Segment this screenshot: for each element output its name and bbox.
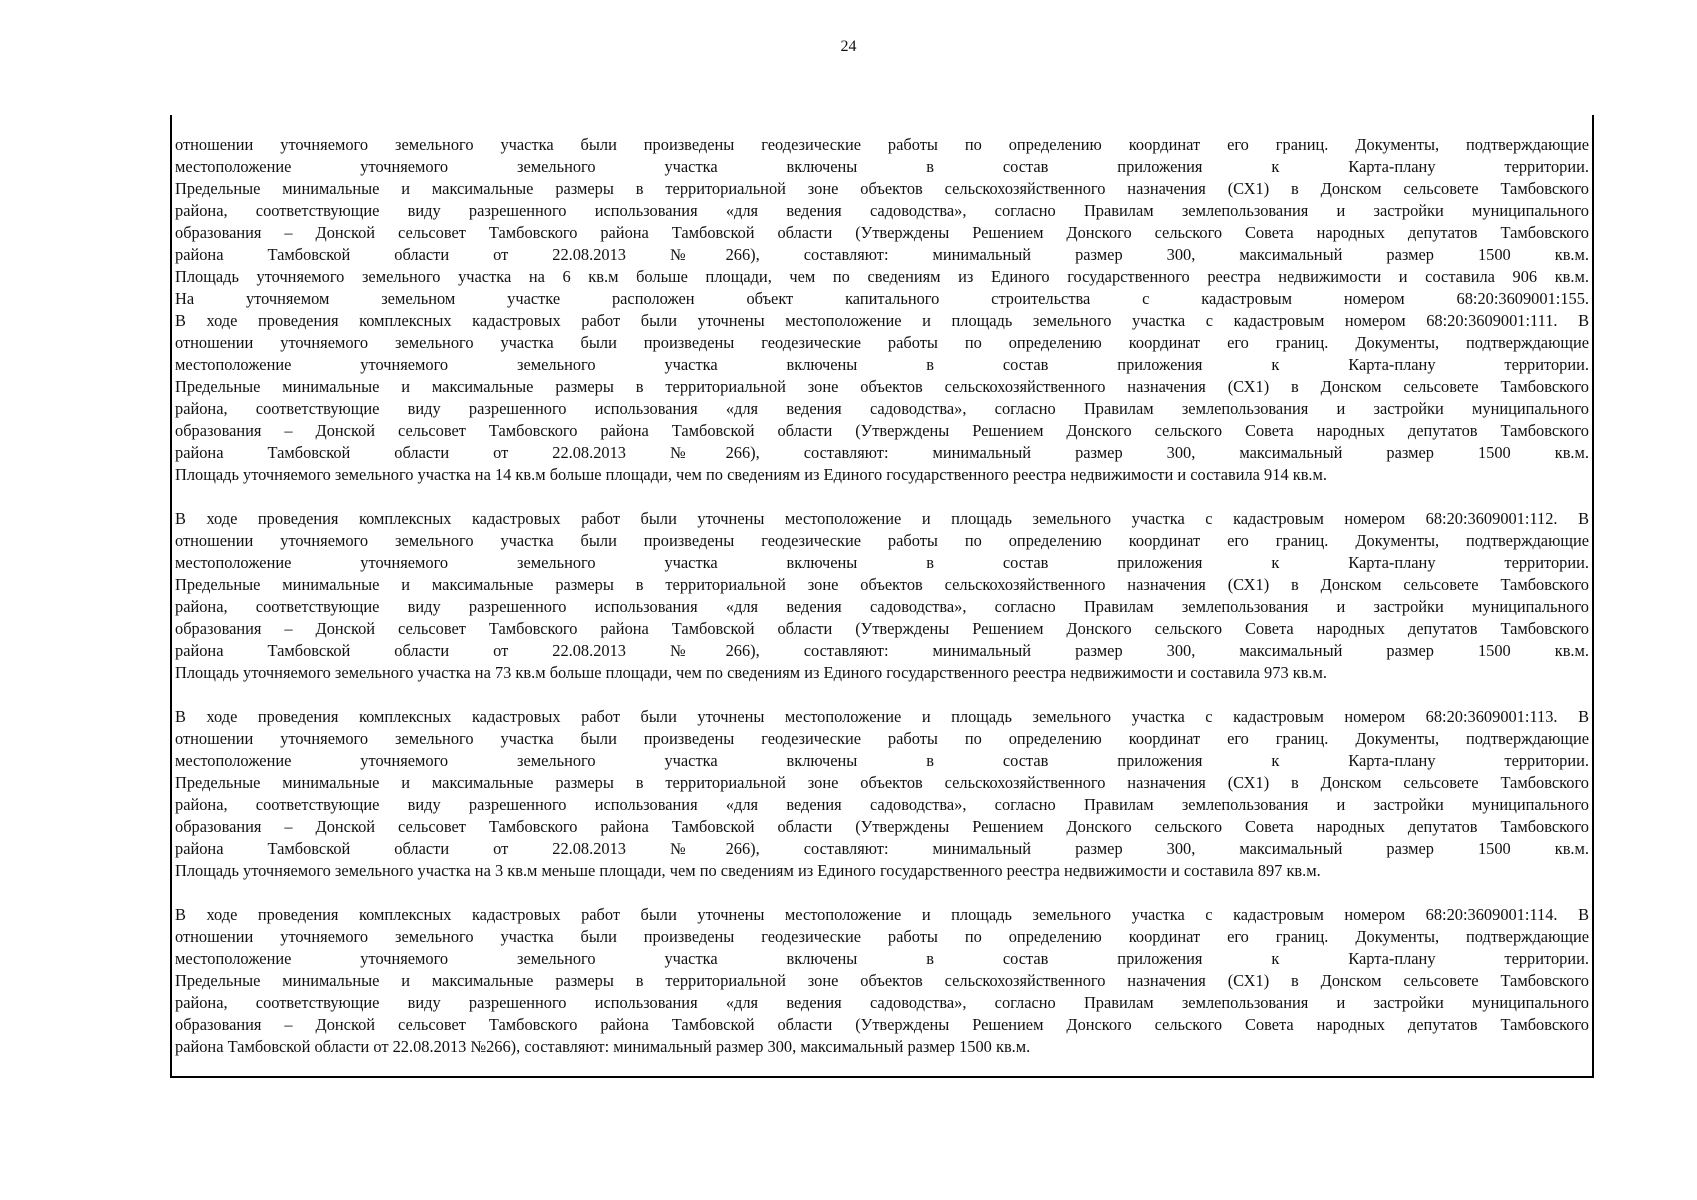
text-line: Площадь уточняемого земельного участка на 73 кв.м больше площади, чем по сведениям из Единого государственного реестра недвижимости и составила 973 кв.м.	[175, 663, 1328, 682]
text-line: Предельные минимальные и максимальные размеры в территориальной зоне объектов сельскохозяйственного назначения (СХ1) в Донском сельсовете Тамбовского	[175, 971, 1589, 990]
text-line: района Тамбовской области от 22.08.2013 №266), составляют: минимальный размер 300, максимальный размер 1500 кв.м.	[175, 641, 1589, 660]
text-line: отношении уточняемого земельного участка были произведены геодезические работы по определению координат его границ. Документы, подтверждающие	[175, 333, 1589, 352]
text-line: отношении уточняемого земельного участка были произведены геодезические работы по определению координат его границ. Документы, подтверждающие	[175, 927, 1589, 946]
text-line: Площадь уточняемого земельного участка на 3 кв.м меньше площади, чем по сведениям из Единого государственного реестра недвижимости и составила 897 кв.м.	[175, 861, 1321, 880]
text-line: местоположение уточняемого земельного участка включены в состав приложения к Карта-плану территории.	[175, 157, 1589, 176]
text-line: района Тамбовской области от 22.08.2013 №266), составляют: минимальный размер 300, максимальный размер 1500 кв.м.	[175, 1037, 1031, 1056]
text-line: В ходе проведения комплексных кадастровых работ были уточнены местоположение и площадь земельного участка с кадастровым номером 68:20:3609001:112. В	[175, 509, 1589, 528]
document-frame	[170, 115, 1594, 1078]
text-line: В ходе проведения комплексных кадастровых работ были уточнены местоположение и площадь земельного участка с кадастровым номером 68:20:3609001:111. В	[175, 311, 1589, 330]
text-line: местоположение уточняемого земельного участка включены в состав приложения к Карта-плану территории.	[175, 355, 1589, 374]
document-body	[175, 134, 1589, 1080]
paragraph	[175, 904, 1589, 1058]
text-line: отношении уточняемого земельного участка были произведены геодезические работы по определению координат его границ. Документы, подтверждающие	[175, 531, 1589, 550]
text-line: Предельные минимальные и максимальные размеры в территориальной зоне объектов сельскохозяйственного назначения (СХ1) в Донском сельсовете Тамбовского	[175, 575, 1589, 594]
text-line: образования – Донской сельсовет Тамбовского района Тамбовской области (Утверждены Решением Донского сельского Совета народных депутатов Тамбовского	[175, 421, 1589, 440]
text-line: района, соответствующие виду разрешенного использования «для ведения садоводства», согласно Правилам землепользования и застройки муниципального	[175, 201, 1589, 220]
text-line: образования – Донской сельсовет Тамбовского района Тамбовской области (Утверждены Решением Донского сельского Совета народных депутатов Тамбовского	[175, 1015, 1589, 1034]
text-line: В ходе проведения комплексных кадастровых работ были уточнены местоположение и площадь земельного участка с кадастровым номером 68:20:3609001:114. В	[175, 905, 1589, 924]
text-line: отношении уточняемого земельного участка были произведены геодезические работы по определению координат его границ. Документы, подтверждающие	[175, 135, 1589, 154]
text-line: района Тамбовской области от 22.08.2013 №266), составляют: минимальный размер 300, максимальный размер 1500 кв.м.	[175, 443, 1589, 462]
text-line: местоположение уточняемого земельного участка включены в состав приложения к Карта-плану территории.	[175, 553, 1589, 572]
text-line: Предельные минимальные и максимальные размеры в территориальной зоне объектов сельскохозяйственного назначения (СХ1) в Донском сельсовете Тамбовского	[175, 179, 1589, 198]
text-line: района, соответствующие виду разрешенного использования «для ведения садоводства», согласно Правилам землепользования и застройки муниципального	[175, 993, 1589, 1012]
text-line: Площадь уточняемого земельного участка на 14 кв.м больше площади, чем по сведениям из Единого государственного реестра недвижимости и составила 914 кв.м.	[175, 465, 1328, 484]
text-line: района, соответствующие виду разрешенного использования «для ведения садоводства», согласно Правилам землепользования и застройки муниципального	[175, 399, 1589, 418]
paragraph	[175, 706, 1589, 882]
text-line: Предельные минимальные и максимальные размеры в территориальной зоне объектов сельскохозяйственного назначения (СХ1) в Донском сельсовете Тамбовского	[175, 773, 1589, 792]
text-line: района, соответствующие виду разрешенного использования «для ведения садоводства», согласно Правилам землепользования и застройки муниципального	[175, 597, 1589, 616]
text-line: района Тамбовской области от 22.08.2013 №266), составляют: минимальный размер 300, максимальный размер 1500 кв.м.	[175, 839, 1589, 858]
text-line: образования – Донской сельсовет Тамбовского района Тамбовской области (Утверждены Решением Донского сельского Совета народных депутатов Тамбовского	[175, 223, 1589, 242]
text-line: района Тамбовской области от 22.08.2013 №266), составляют: минимальный размер 300, максимальный размер 1500 кв.м.	[175, 245, 1589, 264]
text-line: отношении уточняемого земельного участка были произведены геодезические работы по определению координат его границ. Документы, подтверждающие	[175, 729, 1589, 748]
text-line: района, соответствующие виду разрешенного использования «для ведения садоводства», согласно Правилам землепользования и застройки муниципального	[175, 795, 1589, 814]
text-line: Площадь уточняемого земельного участка на 6 кв.м больше площади, чем по сведениям из Единого государственного реестра недвижимости и составила 906 кв.м.	[175, 267, 1589, 286]
paragraph	[175, 134, 1589, 486]
text-line: местоположение уточняемого земельного участка включены в состав приложения к Карта-плану территории.	[175, 751, 1589, 770]
text-line: На уточняемом земельном участке расположен объект капитального строительства с кадастровым номером 68:20:3609001:155.	[175, 289, 1589, 308]
paragraph	[175, 508, 1589, 684]
text-line: образования – Донской сельсовет Тамбовского района Тамбовской области (Утверждены Решением Донского сельского Совета народных депутатов Тамбовского	[175, 619, 1589, 638]
text-line: Предельные минимальные и максимальные размеры в территориальной зоне объектов сельскохозяйственного назначения (СХ1) в Донском сельсовете Тамбовского	[175, 377, 1589, 396]
text-line: В ходе проведения комплексных кадастровых работ были уточнены местоположение и площадь земельного участка с кадастровым номером 68:20:3609001:113. В	[175, 707, 1589, 726]
text-line: образования – Донской сельсовет Тамбовского района Тамбовской области (Утверждены Решением Донского сельского Совета народных депутатов Тамбовского	[175, 817, 1589, 836]
text-line: местоположение уточняемого земельного участка включены в состав приложения к Карта-плану территории.	[175, 949, 1589, 968]
page-number: 24	[840, 38, 857, 55]
